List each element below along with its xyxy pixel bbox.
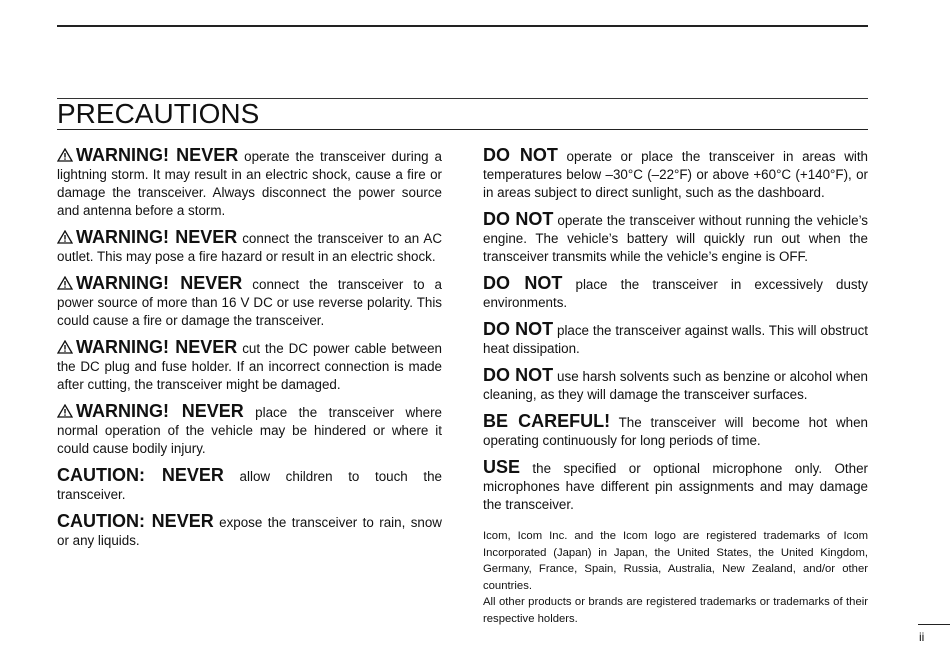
precaution-text: expose the transceiver to rain, snow or any liquids.	[57, 515, 442, 548]
precaution-lead: DO NOT	[483, 319, 554, 339]
trademark-notice	[483, 528, 868, 628]
precaution-text: the specified or optional microphone only. Other microphones have different pin assignments and may damage the transceiver.	[483, 461, 868, 512]
precaution-item	[483, 146, 868, 202]
precaution-item	[483, 458, 868, 514]
precaution-text: place the transceiver where normal operation of the vehicle may be hindered or where it could cause bodily injury.	[57, 405, 442, 456]
precaution-item	[57, 512, 442, 550]
warning-triangle-icon	[57, 404, 73, 418]
precaution-text: place the transceiver against walls. This will obstruct heat dissipation.	[483, 323, 869, 356]
precaution-item	[483, 366, 868, 404]
precaution-item	[483, 274, 868, 312]
precaution-text: connect the transceiver to a power source of more than 16 V DC or use reverse polarity. This could cause a fire or damage the transceiver.	[57, 277, 442, 328]
precaution-lead: BE CAREFUL!	[483, 411, 611, 431]
precaution-lead: DO NOT	[483, 365, 554, 385]
precaution-text: operate the transceiver during a lightning storm. It may result in an electric shock, cause a fire or damage the transceiver. Always disconnect the power source and antenna before a storm.	[57, 149, 442, 218]
warning-triangle-icon	[57, 340, 73, 354]
page-number-rule	[918, 624, 950, 625]
precaution-lead: CAUTION: NEVER	[57, 465, 224, 485]
precaution-text: use harsh solvents such as benzine or alcohol when cleaning, as they will damage the transceiver surfaces.	[483, 369, 868, 402]
precaution-item	[57, 274, 442, 330]
precaution-lead: DO NOT	[483, 145, 558, 165]
precaution-lead: DO NOT	[483, 209, 554, 229]
precaution-item	[57, 338, 442, 394]
trademark-line-1: Icom, Icom Inc. and the Icom logo are registered trademarks of Icom Incorporated (Japan) in Japan, the United States, the United Kingdom, Germany, France, Spain, Russia, Australia, New Zealand, and/or other countries.	[483, 530, 868, 592]
title-bottom-rule	[57, 129, 868, 130]
precaution-lead: DO NOT	[483, 273, 563, 293]
precaution-text: operate the transceiver without running the vehicle’s engine. The vehicle’s battery will quickly run out when the transceiver transmits while the vehicle’s engine is OFF.	[483, 213, 868, 264]
warning-triangle-icon	[57, 230, 73, 244]
precaution-lead: WARNING! NEVER	[76, 401, 244, 421]
precaution-text: cut the DC power cable between the DC plug and fuse holder. If an incorrect connection is made after cutting, the transceiver might be damaged.	[57, 341, 442, 392]
precaution-item	[57, 146, 442, 220]
precaution-lead: WARNING! NEVER	[76, 337, 238, 357]
precaution-item	[57, 228, 442, 266]
precaution-item	[57, 402, 442, 458]
header-rule	[57, 25, 868, 27]
precaution-item	[57, 466, 442, 504]
precaution-item	[483, 412, 868, 450]
right-column	[483, 146, 868, 522]
precaution-lead: WARNING! NEVER	[76, 273, 243, 293]
precaution-text: allow children to touch the transceiver.	[57, 469, 442, 502]
precaution-lead: CAUTION: NEVER	[57, 511, 214, 531]
warning-triangle-icon	[57, 148, 73, 162]
precaution-text: The transceiver will become hot when operating continuously for long periods of time.	[483, 415, 868, 448]
precaution-lead: WARNING! NEVER	[76, 145, 239, 165]
trademark-line-2: All other products or brands are registered trademarks or trademarks of their respective holders.	[483, 596, 868, 625]
precaution-item	[483, 320, 868, 358]
precaution-text: connect the transceiver to an AC outlet. This may pose a fire hazard or result in an electric shock.	[57, 231, 443, 264]
precaution-text: operate or place the transceiver in areas with temperatures below –30°C (–22°F) or above +60°C (+140°F), or in areas subject to direct sunlight, such as the dashboard.	[483, 149, 869, 200]
page-number: ii	[919, 630, 925, 644]
warning-triangle-icon	[57, 276, 73, 290]
left-column	[57, 146, 442, 558]
page-title: PRECAUTIONS	[57, 98, 260, 129]
precaution-lead: WARNING! NEVER	[76, 227, 238, 247]
precaution-item	[483, 210, 868, 266]
precaution-lead: USE	[483, 457, 521, 477]
precaution-text: place the transceiver in excessively dusty environments.	[483, 277, 868, 310]
